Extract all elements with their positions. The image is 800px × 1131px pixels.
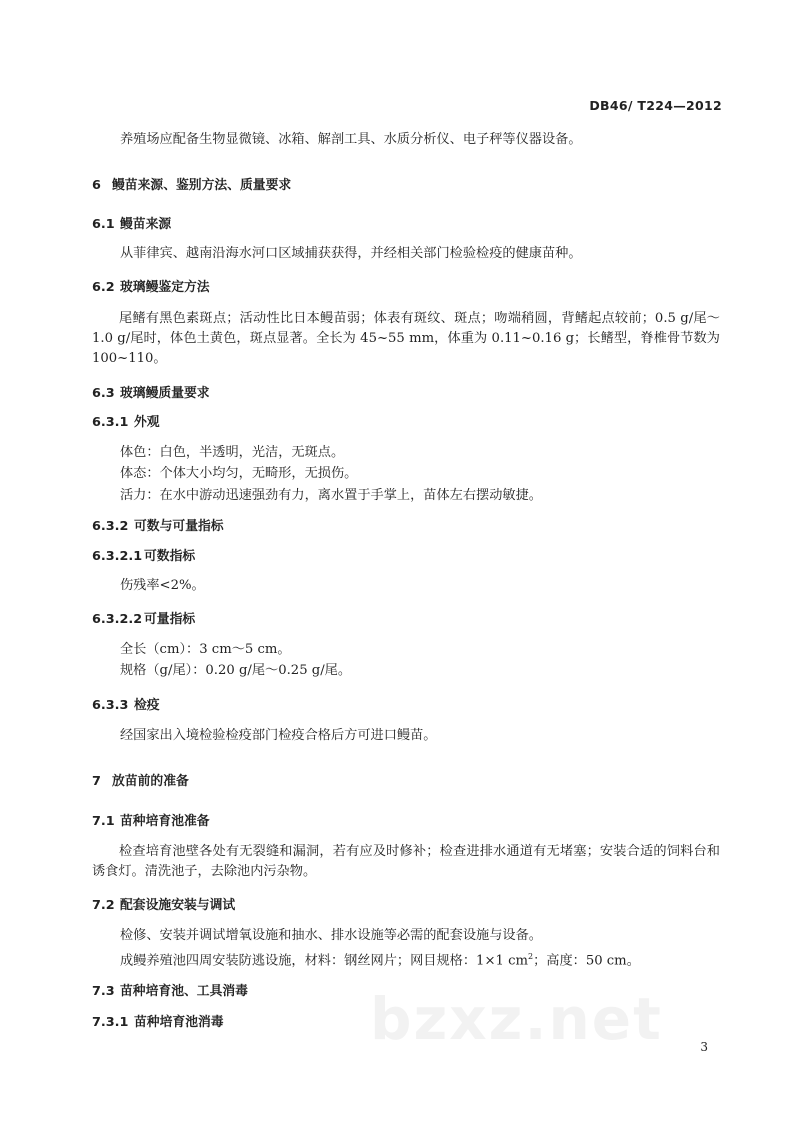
section-7-3-heading xyxy=(92,983,248,1001)
section-number: 6.3.1 xyxy=(92,415,129,430)
section-6-2-heading xyxy=(92,279,210,297)
section-title: 苗种培育池消毒 xyxy=(134,1015,224,1030)
section-title: 外观 xyxy=(134,415,160,430)
section-title: 玻璃鳗质量要求 xyxy=(120,386,210,401)
section-6-3-2-2-heading xyxy=(92,611,195,629)
section-6-3-3-heading xyxy=(92,697,160,715)
section-number: 6.3.2.2 xyxy=(92,612,143,627)
section-title: 可量指标 xyxy=(144,612,196,627)
section-number: 6.3.2.1 xyxy=(92,549,143,564)
section-title: 配套设施安装与调试 xyxy=(120,898,236,913)
section-title: 苗种培育池准备 xyxy=(120,814,210,829)
section-number: 6.3 xyxy=(92,386,115,401)
section-6-heading xyxy=(92,177,291,195)
escape-prevention-line xyxy=(120,948,640,970)
injury-rate-line: 伤残率<2%。 xyxy=(120,578,205,593)
section-title: 可数指标 xyxy=(144,549,196,564)
section-6-3-1-heading xyxy=(92,414,160,432)
section-number: 6 xyxy=(92,178,101,193)
escape-prevention-text: 成鳗养殖池四周安装防逃设施，材料：钢丝网片；网目规格：1×1 cm xyxy=(120,953,528,969)
total-length-line: 全长（cm）：3 cm～5 cm。 xyxy=(120,642,291,657)
specification-line: 规格（g/尾）：0.20 g/尾～0.25 g/尾。 xyxy=(120,663,352,678)
facility-check-line: 检修、安装并调试增氧设施和抽水、排水设施等必需的配套设施与设备。 xyxy=(120,928,542,943)
document-code: DB46/ T224—2012 xyxy=(589,98,722,113)
section-7-heading xyxy=(92,773,189,791)
section-title: 鳗苗来源、鉴别方法、质量要求 xyxy=(112,178,292,193)
appearance-color-line: 体色：白色，半透明，光洁，无斑点。 xyxy=(120,445,345,460)
watermark: bzxz.net xyxy=(370,985,663,1053)
section-number: 7.2 xyxy=(92,898,115,913)
section-number: 7.3 xyxy=(92,984,115,999)
appearance-shape-line: 体态：个体大小均匀，无畸形，无损伤。 xyxy=(120,466,358,481)
section-number: 7.3.1 xyxy=(92,1015,129,1030)
section-6-1-heading xyxy=(92,216,171,234)
section-7-1-heading xyxy=(92,813,210,831)
superscript-exponent: 2 xyxy=(527,952,534,961)
section-title: 鳗苗来源 xyxy=(120,217,172,232)
section-title: 苗种培育池、工具消毒 xyxy=(120,984,248,999)
section-number: 6.3.2 xyxy=(92,519,129,534)
appearance-vitality-line: 活力：在水中游动迅速强劲有力，离水置于手掌上，苗体左右摆动敏捷。 xyxy=(120,488,542,503)
quarantine-paragraph: 经国家出入境检验检疫部门检疫合格后方可进口鳗苗。 xyxy=(120,728,437,743)
section-6-1-paragraph: 从菲律宾、越南沿海水河口区域捕获获得，并经相关部门检验检疫的健康苗种。 xyxy=(120,246,582,261)
section-6-3-heading xyxy=(92,385,210,403)
section-number: 6.2 xyxy=(92,280,115,295)
section-number: 6.3.3 xyxy=(92,698,129,713)
section-number: 6.1 xyxy=(92,217,115,232)
section-title: 可数与可量指标 xyxy=(134,519,224,534)
page-number: 3 xyxy=(700,1040,708,1054)
section-title: 放苗前的准备 xyxy=(112,774,189,789)
equipment-paragraph: 养殖场应配备生物显微镜、冰箱、解剖工具、水质分析仪、电子秤等仪器设备。 xyxy=(120,132,582,147)
section-7-3-1-heading xyxy=(92,1014,224,1032)
section-6-3-2-1-heading xyxy=(92,548,195,566)
escape-prevention-height: ；高度：50 cm。 xyxy=(533,953,640,969)
section-number: 7 xyxy=(92,774,101,789)
section-6-2-paragraph: 尾鳍有黑色素斑点；活动性比日本鳗苗弱；体表有斑纹、斑点；吻端稍圆，背鳍起点较前；0.5 g/尾～1.0 g/尾时，体色土黄色，斑点显著。全长为 45~55 mm，体重为 0.11~0.16 g；长鳍型，脊椎骨节数为 100~110。 xyxy=(92,311,720,366)
section-title: 检疫 xyxy=(134,698,160,713)
section-7-2-heading xyxy=(92,897,235,915)
section-title: 玻璃鳗鉴定方法 xyxy=(120,280,210,295)
section-7-1-paragraph: 检查培育池壁各处有无裂缝和漏洞，若有应及时修补；检查进排水通道有无堵塞；安装合适的饲料台和诱食灯。清洗池子，去除池内污杂物。 xyxy=(92,844,720,879)
section-number: 7.1 xyxy=(92,814,115,829)
section-6-3-2-heading xyxy=(92,518,224,536)
